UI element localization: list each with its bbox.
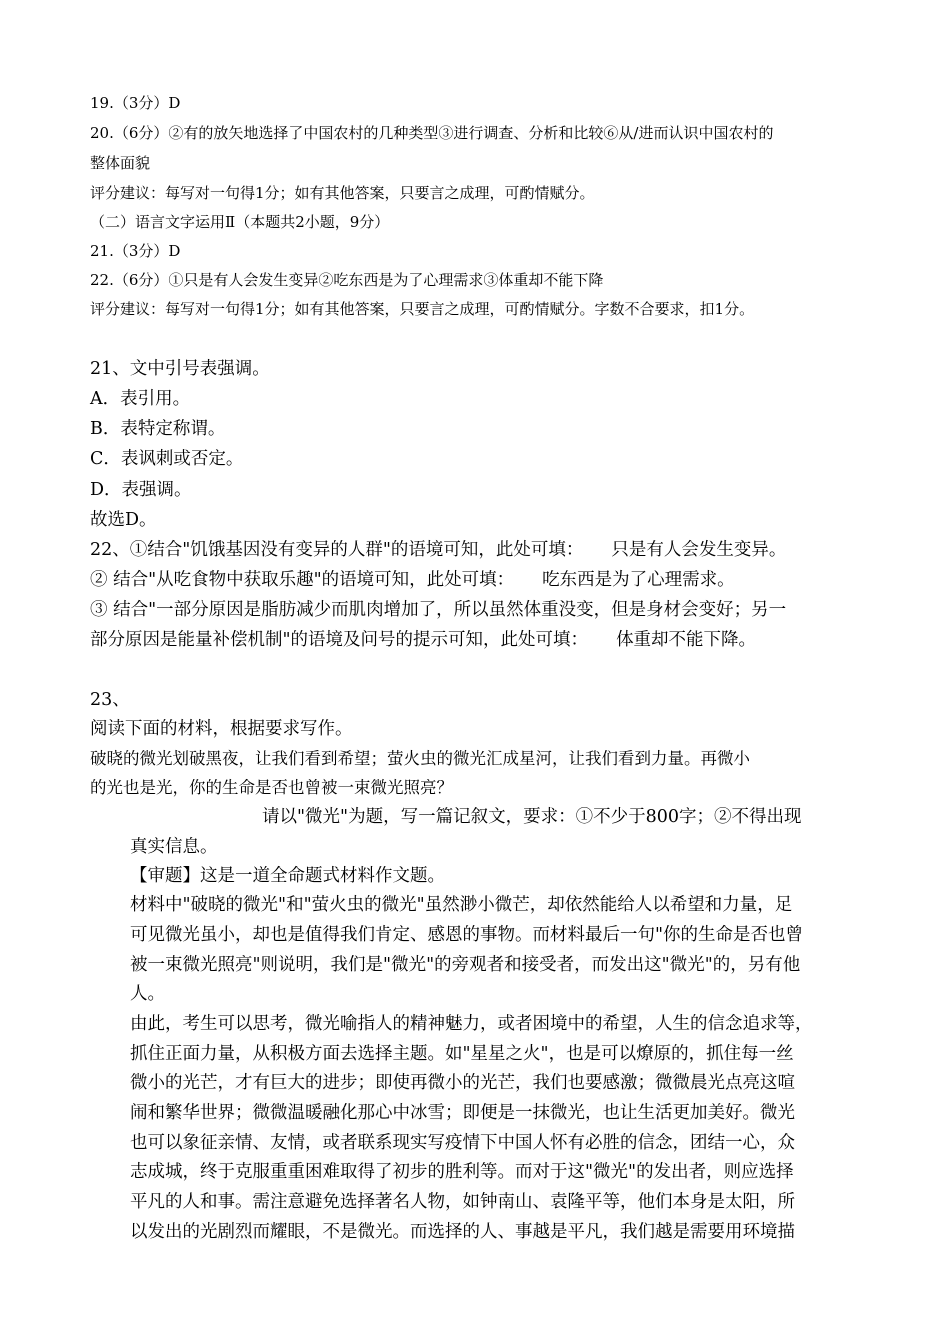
answer-22: 22.（6分）①只是有人会发生变异②吃东西是为了心理需求③体重却不能下降 bbox=[90, 271, 604, 289]
explain-22-point-3-context: 部分原因是能量补偿机制"的语境及问号的提示可知，此处可填： bbox=[90, 630, 589, 650]
answer-22-scoring-note: 评分建议：每写对一句得1分；如有其他答案，只要言之成理，可酌情赋分。字数不合要求，扣1分。 bbox=[90, 300, 755, 318]
explain-21-option-c: C．表讽刺或否定。 bbox=[90, 449, 244, 469]
explain-21-option-a: A．表引用。 bbox=[90, 389, 191, 409]
review-paragraph-1-line: 可见微光虽小，却也是值得我们肯定、感恩的事物。而材料最后一句"你的生命是否也曾 bbox=[130, 925, 804, 945]
question-23-requirement-line1: 请以"微光"为题，写一篇记叙文，要求：①不少于800字；②不得出现 bbox=[262, 807, 802, 827]
review-paragraph-2-line: 平凡的人和事。需注意避免选择著名人物，如钟南山、袁隆平等，他们本身是太阳，所 bbox=[130, 1192, 795, 1212]
explain-22-point-2 bbox=[90, 566, 735, 591]
explain-22-point-3-line1: ③ 结合"一部分原因是脂肪减少而肌肉增加了，所以虽然体重没变，但是身材会变好；另一 bbox=[90, 600, 787, 620]
review-paragraph-2-line: 也可以象征亲情、友情，或者联系现实写疫情下中国人怀有必胜的信念，团结一心，众 bbox=[130, 1133, 795, 1153]
explain-21-option-d: D．表强调。 bbox=[90, 480, 192, 500]
answer-21: 21.（3分）D bbox=[90, 242, 181, 260]
review-paragraph-2-line: 志成城，终于克服重重困难取得了初步的胜利等。而对于这"微光"的发出者，则应选择 bbox=[130, 1162, 794, 1182]
answer-19: 19.（3分）D bbox=[90, 94, 181, 112]
review-paragraph-1-line: 材料中"破晓的微光"和"萤火虫的微光"虽然渺小微芒，却依然能给人以希望和力量，足 bbox=[130, 895, 793, 915]
explain-22-point-1 bbox=[90, 536, 786, 561]
explain-21-option-b: B．表特定称谓。 bbox=[90, 419, 226, 439]
explain-22-point-3-line2 bbox=[90, 626, 756, 651]
review-paragraph-1-line: 人。 bbox=[130, 984, 165, 1004]
question-23-number: 23、 bbox=[90, 690, 130, 710]
review-paragraph-2-line: 以发出的光剧烈而耀眼，不是微光。而选择的人、事越是平凡，我们越是需要用环境描 bbox=[130, 1222, 795, 1242]
review-paragraph-2-line: 闹和繁华世界；微微温暖融化那心中冰雪；即便是一抹微光，也让生活更加美好。微光 bbox=[130, 1103, 795, 1123]
question-23-requirement-line2: 真实信息。 bbox=[130, 837, 218, 857]
question-23-material-line1: 破晓的微光划破黑夜，让我们看到希望；萤火虫的微光汇成星河，让我们看到力量。再微小 bbox=[90, 749, 750, 768]
explain-22-point-2-context: ② 结合"从吃食物中获取乐趣"的语境可知，此处可填： bbox=[90, 570, 515, 590]
review-paragraph-1-line: 被一束微光照亮"则说明，我们是"微光"的旁观者和接受者，而发出这"微光"的，另有他 bbox=[130, 955, 801, 975]
answer-20-scoring-note: 评分建议：每写对一句得1分；如有其他答案，只要言之成理，可酌情赋分。 bbox=[90, 184, 595, 202]
review-paragraph-2-line: 抓住正面力量，从积极方面去选择主题。如"星星之火"，也是可以燎原的，抓住每一丝 bbox=[130, 1044, 794, 1064]
explain-21-conclusion: 故选D。 bbox=[90, 510, 157, 530]
explain-22-point-1-context: 22、①结合"饥饿基因没有变异的人群"的语境可知，此处可填： bbox=[90, 540, 584, 560]
question-23-intro: 阅读下面的材料，根据要求写作。 bbox=[90, 719, 353, 739]
explain-22-point-1-answer: 只是有人会发生变异。 bbox=[611, 540, 787, 560]
explain-22-point-3-answer: 体重却不能下降。 bbox=[616, 630, 757, 650]
explain-22-point-2-answer: 吃东西是为了心理需求。 bbox=[542, 570, 735, 590]
answer-20-line1: 20.（6分）②有的放矢地选择了中国农村的几种类型③进行调查、分析和比较⑥从/进而认识中国农村的 bbox=[90, 124, 774, 142]
explain-21-heading: 21、文中引号表强调。 bbox=[90, 359, 270, 379]
review-paragraph-2-line: 由此，考生可以思考，微光喻指人的精神魅力，或者困境中的希望，人生的信念追求等， bbox=[130, 1014, 813, 1034]
answer-20-line2: 整体面貌 bbox=[90, 154, 151, 172]
section-heading: （二）语言文字运用Ⅱ（本题共2小题，9分） bbox=[90, 213, 390, 231]
question-23-review-heading: 【审题】这是一道全命题式材料作文题。 bbox=[130, 866, 445, 886]
question-23-material-line2: 的光也是光，你的生命是否也曾被一束微光照亮？ bbox=[90, 778, 453, 797]
review-paragraph-2-line: 微小的光芒，才有巨大的进步；即使再微小的光芒，我们也要感激；微微晨光点亮这喧 bbox=[130, 1073, 795, 1093]
